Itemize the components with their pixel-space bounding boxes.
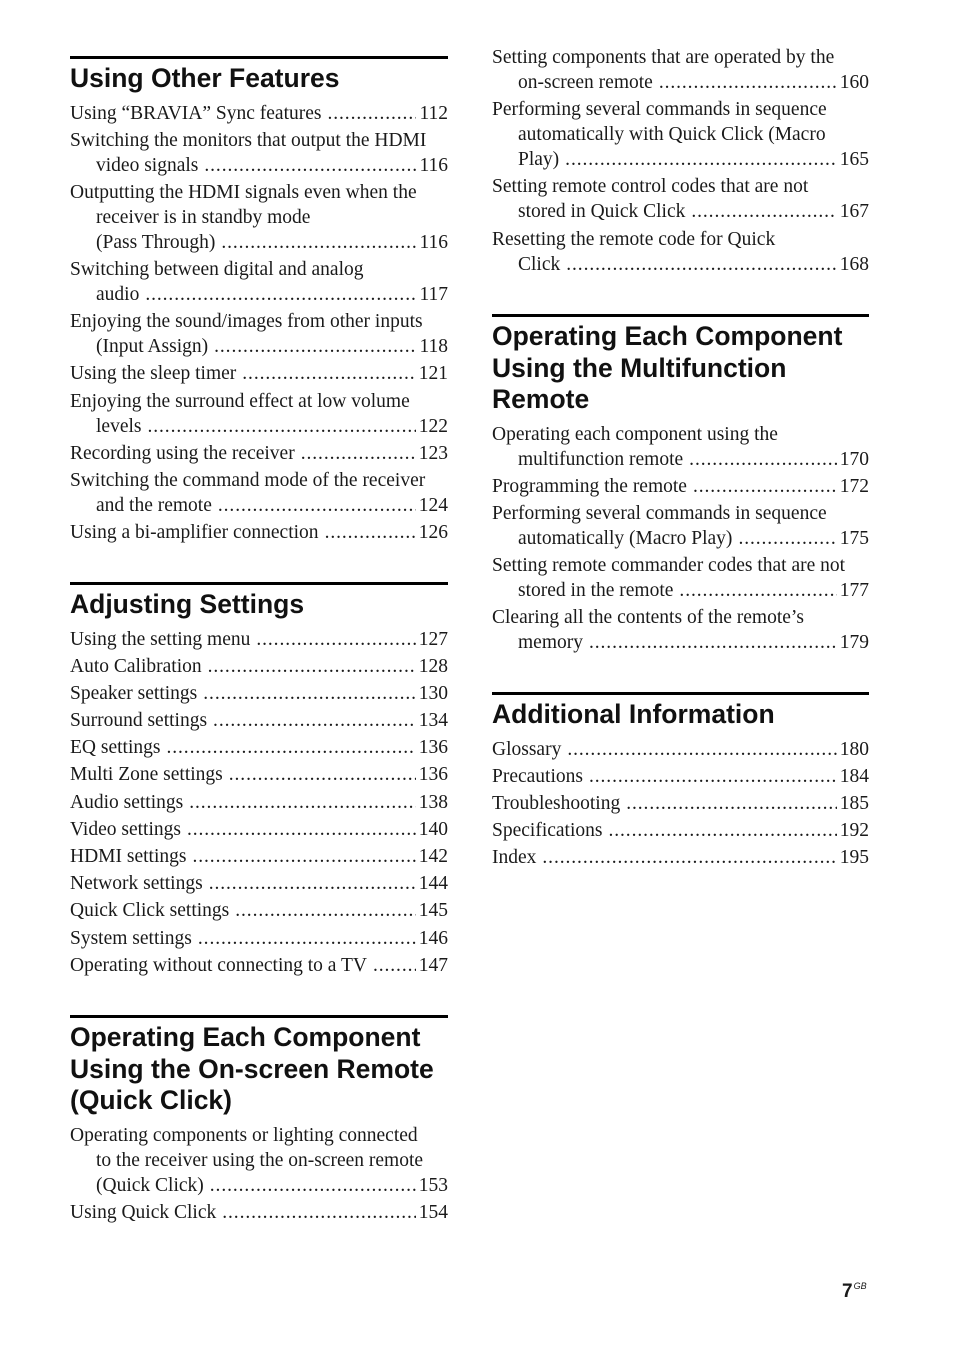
- dot-leader: [218, 493, 416, 518]
- toc-entry[interactable]: [70, 180, 448, 255]
- toc-entry-text: and the remote: [96, 495, 212, 516]
- toc-entry-text: (Pass Through): [96, 231, 216, 253]
- dot-leader: [327, 101, 416, 126]
- toc-entry-text: Switching between digital and analog: [70, 259, 364, 281]
- toc-entry-text: Using the sleep timer: [70, 363, 237, 385]
- toc-entry[interactable]: [492, 605, 869, 655]
- toc-entry[interactable]: [70, 898, 448, 923]
- toc-entry[interactable]: [492, 764, 869, 789]
- toc-entry-text: Network settings: [70, 873, 203, 895]
- toc-entry[interactable]: [70, 309, 448, 359]
- toc-page-number: 144: [418, 873, 448, 895]
- toc-entry-text: Surround settings: [70, 710, 208, 732]
- toc-entry-text: Glossary: [492, 738, 562, 760]
- section-heading: [70, 589, 448, 621]
- toc-entry-text: Using “BRAVIA” Sync features: [70, 102, 322, 124]
- toc-entry[interactable]: [70, 790, 448, 815]
- toc-entry[interactable]: [492, 845, 869, 870]
- section-rule: [70, 56, 448, 59]
- section-continued: [492, 45, 869, 279]
- toc-entry[interactable]: [70, 762, 448, 787]
- toc-page-number: 195: [839, 847, 869, 869]
- dot-leader: [325, 520, 416, 545]
- toc-page-number: 177: [839, 580, 869, 602]
- toc-entry-text: stored in Quick Click: [518, 201, 686, 223]
- dot-leader: [166, 735, 415, 760]
- toc-page-number: 175: [839, 527, 869, 549]
- toc-entries: [492, 45, 869, 277]
- dot-leader: [589, 764, 837, 789]
- dot-leader: [626, 791, 837, 816]
- dot-leader: [679, 578, 836, 603]
- toc-page-number: 121: [418, 363, 448, 385]
- dot-leader: [542, 845, 836, 870]
- toc-page-number: 126: [418, 522, 448, 544]
- toc-page-number: 153: [418, 1174, 448, 1196]
- toc-entry-text: Programming the remote: [492, 475, 687, 497]
- toc-entry-text: Operating components or lighting connected: [70, 1124, 418, 1146]
- toc-entry-text: EQ settings: [70, 737, 161, 759]
- dot-leader: [567, 737, 836, 762]
- toc-entry-text: Troubleshooting: [492, 792, 621, 814]
- toc-entry-text: to the receiver using the on-screen remote: [96, 1149, 424, 1171]
- toc-page-number: 147: [418, 954, 448, 976]
- section-heading-line: Operating Each Component: [70, 1022, 421, 1052]
- toc-page-number: 136: [418, 764, 448, 786]
- toc-entry-text: Index: [492, 847, 537, 869]
- toc-entry-text: Audio settings: [70, 791, 184, 813]
- toc-entry-text: Quick Click settings: [70, 900, 230, 922]
- toc-entry[interactable]: [70, 844, 448, 869]
- dot-leader: [198, 926, 416, 951]
- section-rule: [492, 314, 869, 317]
- dot-leader: [242, 361, 415, 386]
- toc-entry[interactable]: [70, 871, 448, 896]
- toc-entry-text: memory: [518, 632, 583, 654]
- dot-leader: [565, 147, 837, 172]
- dot-leader: [301, 441, 416, 466]
- dot-leader: [693, 474, 837, 499]
- toc-entry-text: Enjoying the surround effect at low volume: [70, 390, 410, 412]
- toc-entry[interactable]: [70, 708, 448, 733]
- toc-page-number: 170: [839, 448, 869, 470]
- toc-entry[interactable]: [492, 174, 869, 224]
- toc-entry-text: Speaker settings: [70, 682, 198, 704]
- toc-entries: [70, 627, 448, 978]
- section-rule: [70, 1015, 448, 1018]
- toc-entries: [492, 737, 869, 871]
- toc-entries: [70, 1123, 448, 1225]
- toc-entry[interactable]: [70, 1123, 448, 1198]
- toc-entry-text: levels: [96, 415, 142, 437]
- dot-leader: [203, 681, 415, 706]
- toc-page-number: 140: [418, 818, 448, 840]
- toc-page-number: 179: [839, 632, 869, 654]
- dot-leader: [214, 334, 416, 359]
- section-rule: [492, 692, 869, 695]
- toc-entry[interactable]: [70, 654, 448, 679]
- toc-entry-text: Outputting the HDMI signals even when the: [70, 181, 417, 203]
- toc-page-number: 136: [418, 737, 448, 759]
- toc-entry[interactable]: [492, 553, 869, 603]
- section-operating-each-component: [492, 314, 869, 657]
- dot-leader: [608, 818, 836, 843]
- toc-entry-text: receiver is in standby mode: [96, 206, 311, 228]
- toc-page-number: 165: [839, 149, 869, 171]
- toc-entry-text: multifunction remote: [518, 448, 684, 470]
- dot-leader: [221, 230, 416, 255]
- section-heading: [492, 699, 869, 731]
- toc-entry-text: Operating without connecting to a TV: [70, 954, 367, 976]
- toc-page-number: 145: [418, 900, 448, 922]
- section-heading-line: Using the On-screen Remote: [70, 1053, 434, 1084]
- toc-entry-text: Clearing all the contents of the remote’s: [492, 607, 804, 629]
- toc-entry[interactable]: [492, 474, 869, 499]
- dot-leader: [189, 790, 416, 815]
- toc-entry[interactable]: [70, 1200, 448, 1225]
- toc-page-number: 167: [839, 201, 869, 223]
- toc-page-number: 112: [419, 102, 448, 124]
- toc-entry-text: Video settings: [70, 818, 181, 840]
- section-adjusting-settings: [70, 582, 448, 980]
- toc-entry-text: stored in the remote: [518, 580, 674, 602]
- toc-entry[interactable]: [70, 128, 448, 178]
- region-code: GB: [853, 1281, 867, 1291]
- toc-entry[interactable]: [70, 627, 448, 652]
- toc-page-number: 122: [418, 415, 448, 437]
- toc-entry[interactable]: [70, 681, 448, 706]
- toc-entry[interactable]: [492, 97, 869, 172]
- toc-page-number: 117: [419, 284, 448, 306]
- dot-leader: [209, 871, 416, 896]
- toc-entry-text: Using Quick Click: [70, 1201, 217, 1223]
- section-heading: [70, 63, 448, 95]
- dot-leader: [235, 898, 416, 923]
- dot-leader: [187, 817, 416, 842]
- dot-leader: [208, 654, 416, 679]
- dot-leader: [659, 70, 837, 95]
- toc-page-number: 146: [418, 927, 448, 949]
- dot-leader: [373, 953, 416, 978]
- toc-entry[interactable]: [70, 361, 448, 386]
- section-heading: [492, 321, 869, 416]
- section-heading-line: Using Other Features: [70, 63, 340, 93]
- toc-page-number: 185: [839, 792, 869, 814]
- toc-entry-text: Specifications: [492, 820, 603, 842]
- toc-entry[interactable]: [70, 520, 448, 545]
- toc-entry[interactable]: [492, 227, 869, 277]
- toc-page-number: 184: [839, 765, 869, 787]
- toc-entries: [492, 422, 869, 656]
- toc-entry[interactable]: [492, 791, 869, 816]
- toc-page-number: 130: [418, 682, 448, 704]
- dot-leader: [204, 153, 416, 178]
- toc-entry-text: Recording using the receiver: [70, 442, 295, 464]
- toc-entries: [70, 101, 448, 546]
- toc-page-number: 124: [418, 495, 448, 516]
- toc-page-number: 168: [839, 253, 869, 275]
- toc-page-number: 123: [418, 442, 448, 464]
- toc-page-number: 127: [418, 628, 448, 650]
- toc-page-number: 138: [418, 791, 448, 813]
- section-heading-line: Operating Each Component: [492, 321, 843, 351]
- toc-entry-text: HDMI settings: [70, 846, 187, 867]
- dot-leader: [691, 199, 836, 224]
- toc-entry-text: (Quick Click): [96, 1174, 204, 1196]
- dot-leader: [192, 844, 415, 869]
- toc-entry[interactable]: [492, 422, 869, 472]
- toc-entry-text: Using a bi-amplifier connection: [70, 522, 319, 544]
- section-heading-line: Using the Multifunction: [492, 352, 787, 383]
- section-rule: [70, 582, 448, 585]
- toc-page-number: 160: [839, 72, 869, 93]
- toc-entry[interactable]: [492, 501, 869, 551]
- toc-entry-text: Precautions: [492, 765, 583, 787]
- dot-leader: [229, 762, 416, 787]
- toc-entry[interactable]: [70, 926, 448, 951]
- toc-entry[interactable]: [70, 101, 448, 126]
- toc-entry-text: video signals: [96, 154, 199, 176]
- toc-entry-text: Click: [518, 253, 561, 275]
- toc-page-number: 172: [839, 475, 869, 497]
- toc-page-number: 116: [419, 231, 448, 253]
- toc-entry-text: Switching the monitors that output the HDMI: [70, 129, 427, 151]
- toc-entry-text: System settings: [70, 927, 192, 949]
- toc-entry-text: Setting remote control codes that are not: [492, 176, 809, 198]
- dot-leader: [222, 1200, 416, 1225]
- toc-entry-text: Setting components that are operated by the: [492, 47, 835, 68]
- toc-entry-text: Play): [518, 149, 560, 171]
- toc-page-number: 180: [839, 738, 869, 760]
- toc-entry-text: (Input Assign): [96, 336, 209, 358]
- section-heading-line: Remote: [492, 384, 590, 414]
- toc-entry[interactable]: [70, 953, 448, 978]
- toc-entry[interactable]: [70, 257, 448, 307]
- toc-entry[interactable]: [70, 468, 448, 518]
- toc-entry-text: Setting remote commander codes that are not: [492, 555, 846, 577]
- toc-entry[interactable]: [70, 817, 448, 842]
- dot-leader: [738, 526, 836, 551]
- section-heading-line: (Quick Click): [70, 1085, 232, 1115]
- toc-entry-text: Performing several commands in sequence: [492, 502, 827, 524]
- toc-entry-text: automatically (Macro Play): [518, 527, 733, 549]
- section-heading-line: Adjusting Settings: [70, 589, 305, 619]
- toc-entry-text: Performing several commands in sequence: [492, 99, 827, 121]
- toc-entry-text: audio: [96, 284, 140, 306]
- toc-entry[interactable]: [492, 45, 869, 95]
- toc-entry-text: Auto Calibration: [70, 655, 202, 677]
- section-operating-each-component: [70, 1015, 448, 1227]
- toc-page-number: 142: [418, 846, 448, 867]
- toc-page-number: 118: [419, 336, 448, 358]
- toc-page-number: 134: [418, 710, 448, 732]
- section-using-other-features: [70, 56, 448, 547]
- toc-entry-text: Multi Zone settings: [70, 764, 223, 786]
- toc-entry-text: Enjoying the sound/images from other inputs: [70, 311, 423, 333]
- section-heading-line: Additional Information: [492, 699, 775, 729]
- toc-page-number: 192: [839, 820, 869, 842]
- toc-entry[interactable]: [70, 441, 448, 466]
- toc-entry-text: Resetting the remote code for Quick: [492, 228, 776, 250]
- dot-leader: [256, 627, 415, 652]
- section-heading: [70, 1022, 448, 1117]
- toc-entry[interactable]: [70, 735, 448, 760]
- dot-leader: [566, 252, 837, 277]
- page-number: $7^{GB}$: [842, 1281, 867, 1302]
- dot-leader: [689, 447, 837, 472]
- toc-page-number: 116: [419, 154, 448, 176]
- toc-page-number: 154: [418, 1201, 448, 1223]
- toc-entry-text: Operating each component using the: [492, 423, 778, 445]
- dot-leader: [213, 708, 416, 733]
- toc-entry-text: automatically with Quick Click (Macro: [518, 124, 826, 146]
- toc-entry-text: Using the setting menu: [70, 628, 251, 650]
- toc-entry[interactable]: [492, 737, 869, 762]
- dot-leader: [210, 1173, 416, 1198]
- toc-entry-text: on-screen remote: [518, 72, 653, 93]
- toc-entry-text: Switching the command mode of the receiver: [70, 470, 426, 491]
- section-additional-information: [492, 692, 869, 872]
- dot-leader: [145, 282, 416, 307]
- dot-leader: [147, 414, 415, 439]
- toc-entry[interactable]: [70, 389, 448, 439]
- toc-entry[interactable]: [492, 818, 869, 843]
- dot-leader: [589, 630, 837, 655]
- toc-page-number: 128: [418, 655, 448, 677]
